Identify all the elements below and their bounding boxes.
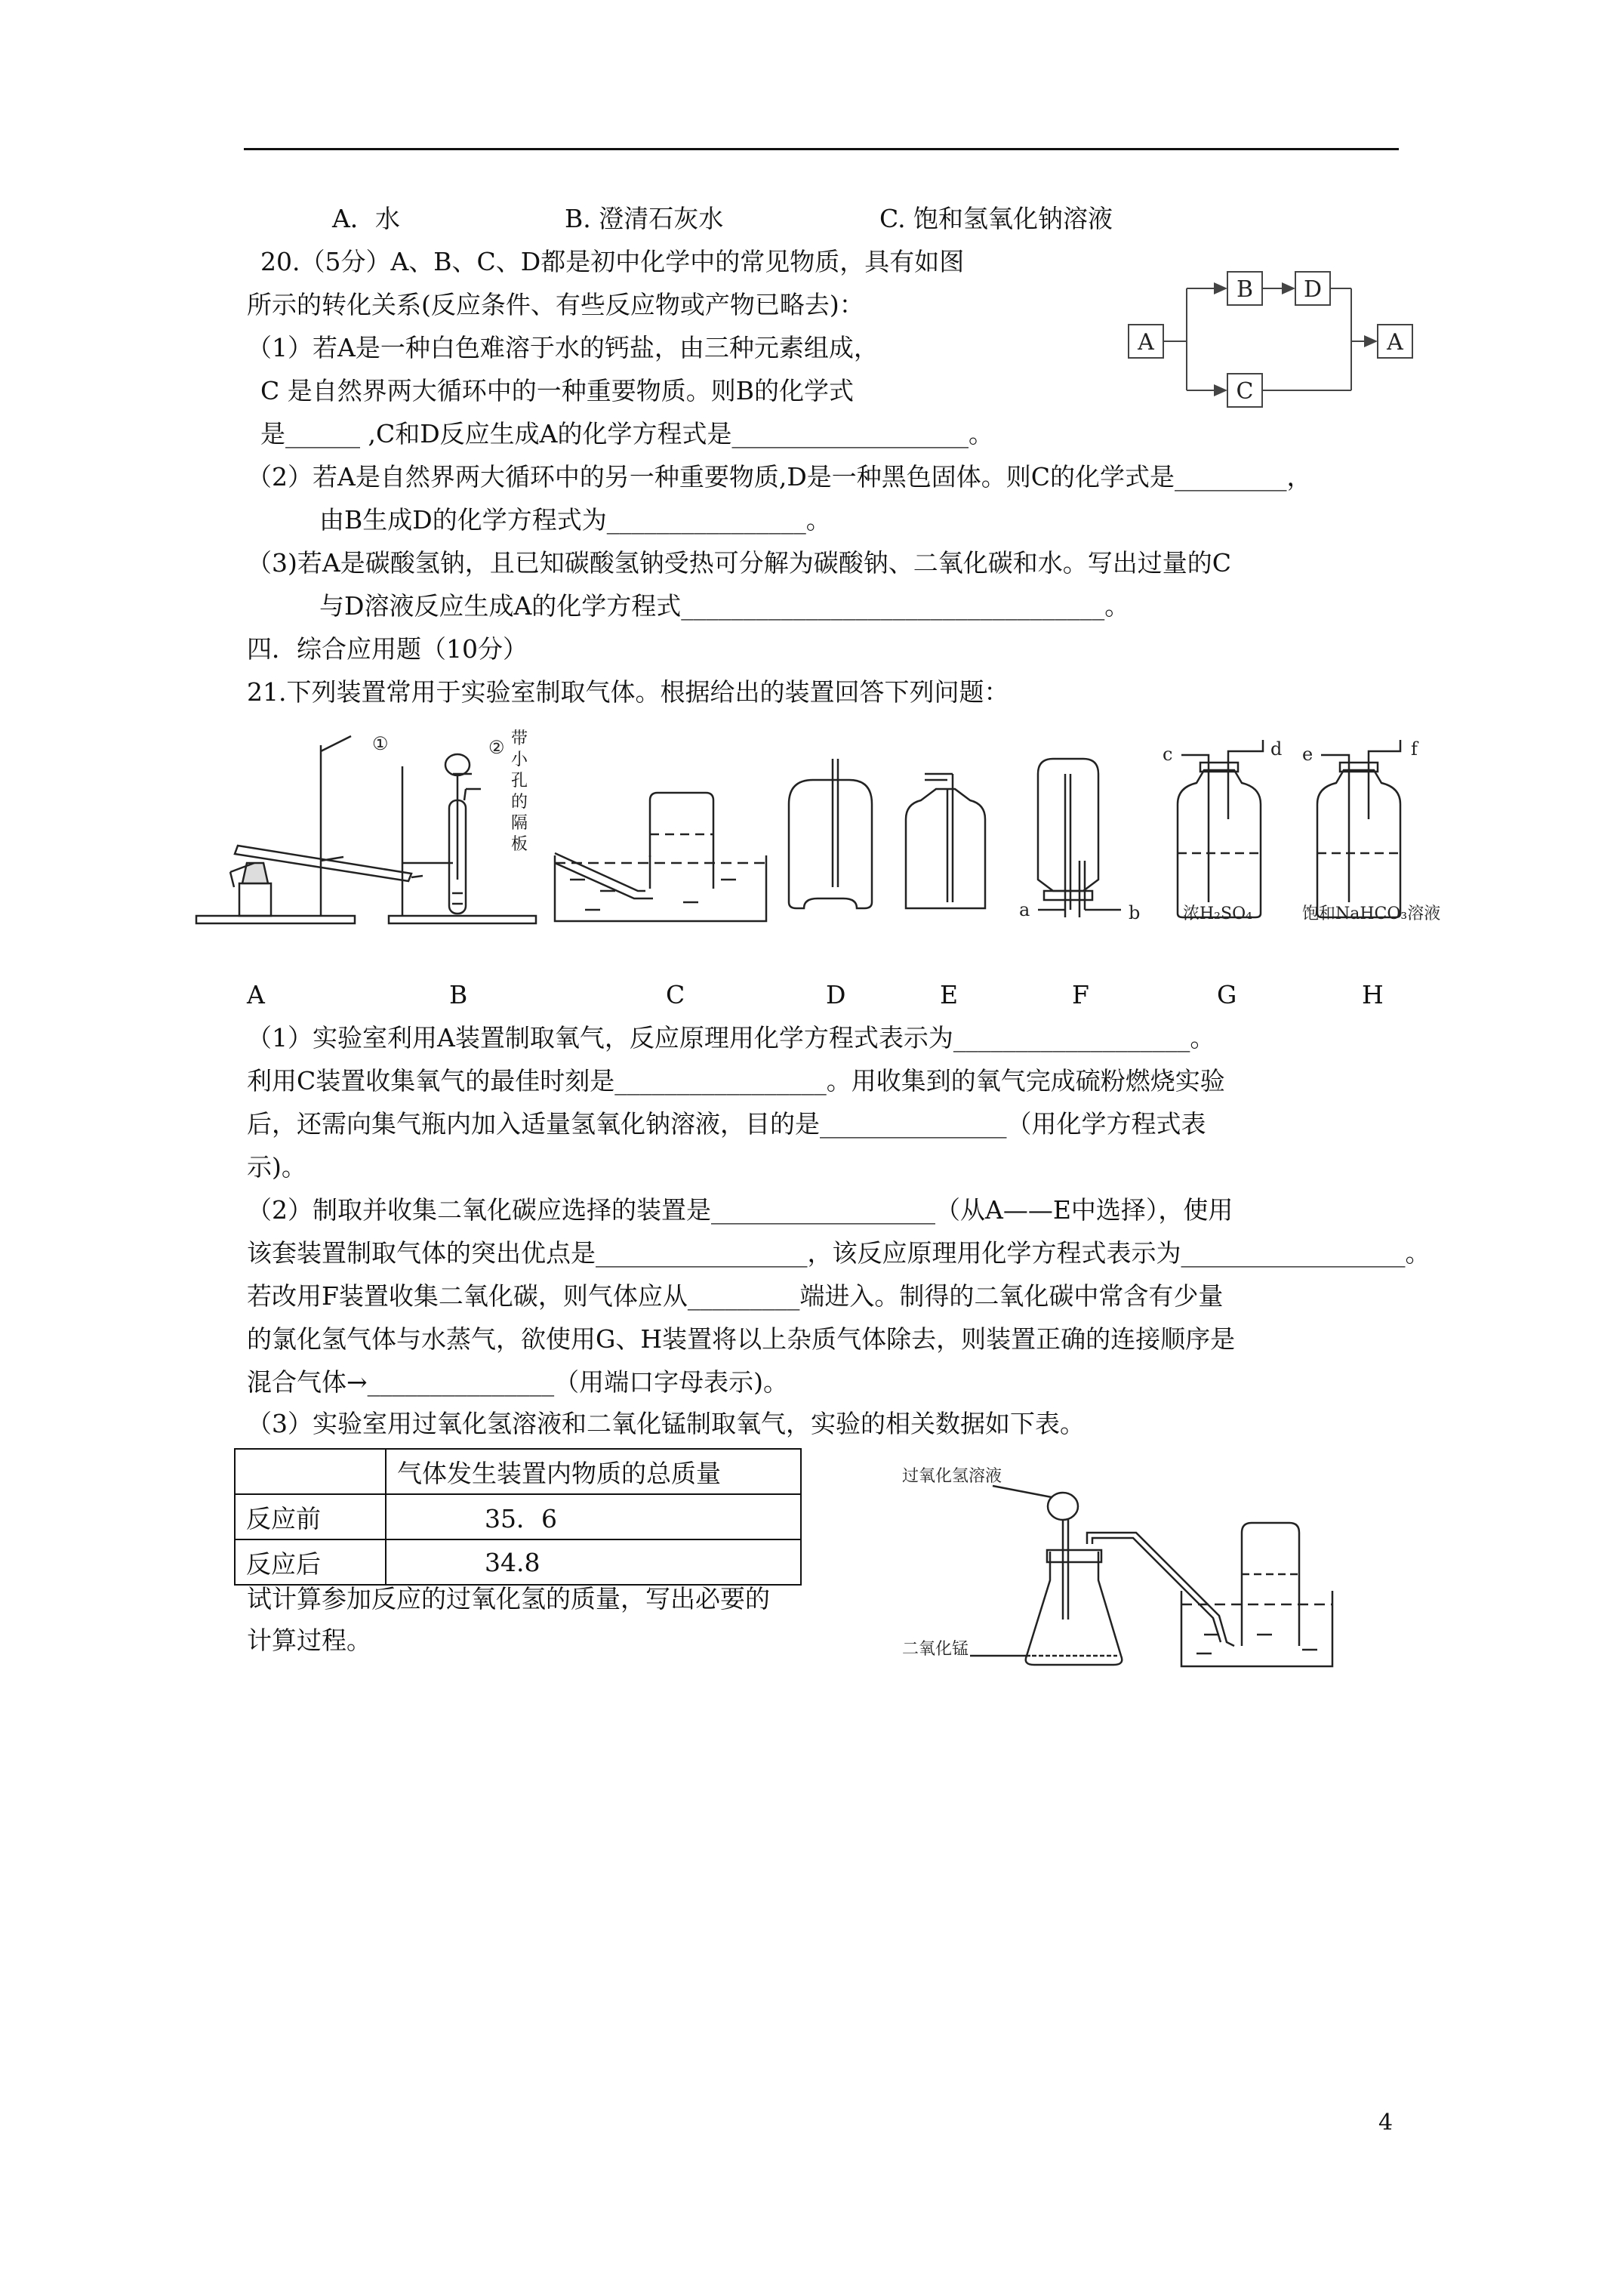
table-row bbox=[235, 1494, 801, 1539]
q20-part1-line1: （1）若A是一种白色难溶于水的钙盐，由三种元素组成， bbox=[247, 333, 879, 362]
h2o2-solution-label: 过氧化氢溶液 bbox=[902, 1467, 1002, 1486]
apparatus-d bbox=[789, 759, 872, 908]
table-header-cell: 气体发生装置内物质的总质量 bbox=[386, 1449, 801, 1494]
apparatus-a bbox=[196, 736, 423, 923]
table-header-cell bbox=[235, 1449, 386, 1494]
port-f: f bbox=[1411, 738, 1418, 760]
q19-option-c: C. 饱和氢氧化钠溶液 bbox=[879, 204, 1113, 233]
conversion-diagram bbox=[1125, 268, 1427, 419]
q20-part2-line2: 由B生成D的化学方程式为________________。 bbox=[319, 505, 831, 535]
apparatus-letter-f: F bbox=[1072, 980, 1089, 1009]
apparatus-letter-b: B bbox=[449, 980, 468, 1009]
apparatus-letter-g: G bbox=[1217, 980, 1237, 1009]
q20-part1-line2: C 是自然界两大循环中的一种重要物质。则B的化学式 bbox=[260, 376, 854, 405]
section-four-heading: 四．综合应用题（10分） bbox=[247, 634, 528, 664]
mass-data-table bbox=[234, 1448, 802, 1586]
port-a: a bbox=[1019, 899, 1030, 920]
q21-part2-line2: 该套装置制取气体的突出优点是_________________，该反应原理用化学方程式表示为__________________。 bbox=[247, 1238, 1431, 1268]
apparatus-letter-a: A bbox=[247, 980, 265, 1009]
table-cell: 反应后 bbox=[235, 1539, 386, 1585]
port-b: b bbox=[1129, 902, 1141, 923]
header-rule bbox=[244, 148, 1399, 150]
q20-stem-line1: 20.（5分）A、B、C、D都是初中化学中的常见物质，具有如图 bbox=[260, 247, 965, 276]
q21-part1-line2: 利用C装置收集氧气的最佳时刻是_________________。用收集到的氧气完成硫粉燃烧实验 bbox=[247, 1066, 1225, 1096]
calc-prompt-line1: 试计算参加反应的过氧化氢的质量，写出必要的 bbox=[247, 1584, 770, 1613]
apparatus-e bbox=[906, 774, 985, 908]
q21-part2-line1: （2）制取并收集二氧化碳应选择的装置是__________________（从A——E中选择），使用 bbox=[247, 1195, 1233, 1225]
q19-option-a: A．水 bbox=[332, 204, 400, 233]
mark-one: ① bbox=[372, 733, 389, 754]
table-row bbox=[235, 1539, 801, 1585]
diagram-label-d: D bbox=[1303, 276, 1323, 303]
page-number: 4 bbox=[1378, 2110, 1394, 2136]
apparatus-c bbox=[555, 793, 766, 921]
port-d: d bbox=[1270, 738, 1283, 760]
apparatus-figure bbox=[192, 729, 1476, 940]
q21-part2-line4: 的氯化氢气体与水蒸气，欲使用G、H装置将以上杂质气体除去，则装置正确的连接顺序是 bbox=[247, 1324, 1236, 1354]
apparatus-h bbox=[1317, 740, 1400, 917]
mno2-label: 二氧化锰 bbox=[902, 1640, 969, 1659]
q21-part2-line5: 混合气体→_______________（用端口字母表示)。 bbox=[247, 1367, 789, 1397]
q20-part1-line3: 是______ ,C和D反应生成A的化学方程式是___________________。 bbox=[260, 419, 994, 448]
h-liquid-label: 饱和NaHCO₃溶液 bbox=[1302, 905, 1441, 923]
q20-part3-line1: （3)若A是碳酸氢钠，且已知碳酸氢钠受热可分解为碳酸钠、二氧化碳和水。写出过量的C bbox=[247, 548, 1231, 578]
diagram-label-b: B bbox=[1236, 276, 1254, 303]
table-header-row bbox=[235, 1449, 801, 1494]
port-c: c bbox=[1163, 744, 1173, 765]
q19-option-b: B. 澄清石灰水 bbox=[565, 204, 724, 233]
q21-part1-line1: （1）实验室利用A装置制取氧气，反应原理用化学方程式表示为___________________。 bbox=[247, 1023, 1215, 1052]
q21-part1-line3: 后，还需向集气瓶内加入适量氢氧化钠溶液，目的是_______________（用化学方程式表 bbox=[247, 1109, 1206, 1139]
q20-stem-line2: 所示的转化关系(反应条件、有些反应物或产物已略去)： bbox=[247, 290, 864, 319]
mark-two: ② bbox=[488, 737, 505, 758]
q21-part1-line4: 示)。 bbox=[247, 1152, 306, 1182]
diagram-label-a1: A bbox=[1138, 329, 1154, 356]
table-cell: 34.8 bbox=[386, 1539, 801, 1585]
table-cell: 35．6 bbox=[386, 1494, 801, 1539]
oxygen-generation-figure bbox=[902, 1461, 1385, 1703]
diagram-label-a2: A bbox=[1387, 329, 1403, 356]
calc-prompt-line2: 计算过程。 bbox=[247, 1626, 371, 1655]
apparatus-f bbox=[1038, 759, 1121, 917]
diagram-label-c: C bbox=[1236, 378, 1254, 405]
q21-stem: 21.下列装置常用于实验室制取气体。根据给出的装置回答下列问题： bbox=[247, 677, 1009, 707]
q20-part2-line1: （2）若A是自然界两大循环中的另一种重要物质,D是一种黑色固体。则C的化学式是_________， bbox=[247, 462, 1312, 492]
apparatus-letter-e: E bbox=[940, 980, 959, 1009]
g-liquid-label: 浓H₂SO₄ bbox=[1183, 905, 1252, 923]
q21-part3-line1: （3）实验室用过氧化氢溶液和二氧化锰制取氧气，实验的相关数据如下表。 bbox=[247, 1409, 1085, 1438]
apparatus-letter-d: D bbox=[826, 980, 846, 1009]
table-cell: 反应前 bbox=[235, 1494, 386, 1539]
apparatus-letter-h: H bbox=[1362, 980, 1384, 1009]
partition-label: 带小孔的隔板 bbox=[511, 729, 528, 854]
apparatus-letter-c: C bbox=[666, 980, 685, 1009]
apparatus-g bbox=[1178, 740, 1263, 917]
q21-part2-line3: 若改用F装置收集二氧化碳，则气体应从_________端进入。制得的二氧化碳中常含有少量 bbox=[247, 1281, 1224, 1311]
port-e: e bbox=[1302, 744, 1313, 765]
q20-part3-line2: 与D溶液反应生成A的化学方程式__________________________________。 bbox=[319, 591, 1130, 621]
